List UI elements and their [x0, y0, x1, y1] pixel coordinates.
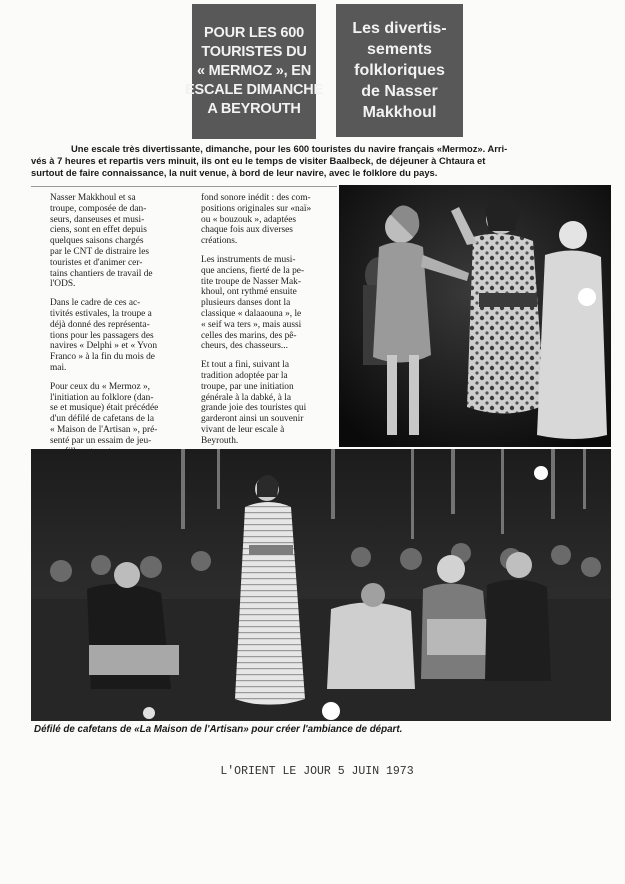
paragraph: [50, 298, 172, 374]
text-line: Nasser Makkhoul et sa: [50, 193, 136, 203]
text-line: grande joie des touristes qui: [201, 403, 307, 414]
headline-right-line: Makkhoul: [362, 104, 437, 121]
text-line: tions pour les passagers des: [50, 330, 154, 341]
text-line: par le CNT de distraire les: [50, 246, 150, 257]
text-line: générale à la dabké, à la: [201, 392, 292, 403]
lede-line: vés à 7 heures et repartis vers minuit, ils ont eu le temps de visiter Baalbeck, de déjeuner à Chtaura et: [31, 155, 486, 166]
text-line: tivités estivales, la troupe a: [50, 308, 152, 319]
text-line: que anciens, fierté de la pe-: [201, 265, 305, 276]
text-line: positions originales sur «naï»: [201, 203, 312, 214]
text-line: l'ODS.: [50, 279, 76, 290]
text-line: cheurs, des chasseurs...: [201, 341, 288, 352]
text-line: tite troupe de Nasser Mak-: [201, 276, 301, 287]
text-line: d'un défilé de cafetans de la: [50, 414, 154, 425]
fashion-show-photo-image: [31, 449, 611, 721]
text-line: Franco » à la fin du mois de: [50, 352, 155, 363]
headline-right-line: folkloriques: [354, 62, 445, 79]
text-line: déjà donné des représenta-: [50, 319, 150, 330]
article-column-1: [50, 193, 172, 465]
text-line: tradition adoptée par la: [201, 370, 288, 381]
photo-caption: Défilé de cafetans de «La Maison de l'Artisan» pour créer l'ambiance de départ.: [34, 724, 403, 735]
text-line: ciens, sont en effet depuis: [50, 225, 147, 236]
text-line: « Maison de l'Artisan », pré-: [50, 424, 158, 435]
text-line: chaque fois aux diverses: [201, 225, 293, 236]
headline-left-line: A BEYROUTH: [207, 101, 301, 117]
dancers-photo: [339, 185, 611, 447]
headline-left-box: [185, 4, 323, 139]
text-line: l'initiation au folklore (dan-: [50, 392, 154, 403]
text-line: troupe, composée de dan-: [50, 203, 147, 214]
text-line: troupe, par une initiation: [201, 381, 294, 392]
text-line: celles des marins, des pê-: [201, 330, 297, 341]
text-line: Les instruments de musi-: [201, 254, 296, 265]
text-line: touristes et d'animer cer-: [50, 257, 143, 268]
column-top-rule: [31, 186, 337, 187]
dancers-photo-image: [339, 185, 611, 447]
text-line: seurs, danseuses et musi-: [50, 214, 145, 225]
text-line: Pour ceux du « Mermoz »,: [50, 381, 150, 392]
headline-left-line: POUR LES 600: [204, 25, 304, 41]
lede-paragraph: [31, 143, 609, 179]
paragraph: [50, 382, 172, 458]
headline-right-line: de Nasser: [361, 83, 438, 100]
text-line: mai.: [50, 362, 67, 373]
text-line: « seif wa ters », mais aussi: [201, 319, 302, 330]
headline-left-line: TOURISTES DU: [201, 44, 307, 60]
paragraph: [201, 255, 339, 352]
text-line: Dans le cadre de ces ac-: [50, 298, 141, 309]
headline-left-line: ESCALE DIMANCHE: [185, 82, 323, 98]
text-line: plusieurs danses dont la: [201, 298, 291, 309]
text-line: Beyrouth.: [201, 435, 239, 446]
headline-left-line: « MERMOZ », EN: [196, 63, 312, 79]
paragraph: [201, 193, 339, 247]
paragraph: [201, 360, 339, 446]
headline-right-line: sements: [367, 41, 432, 58]
article-column-2: [201, 193, 339, 473]
text-line: se et musique) était précédée: [50, 403, 159, 414]
source-stamp: L'ORIENT LE JOUR 5 JUIN 1973: [220, 765, 414, 778]
text-line: quelques saisons chargés: [50, 236, 144, 247]
text-line: garderont ainsi un souvenir: [201, 414, 304, 425]
text-line: navires « Delphi » et « Yvon: [50, 341, 158, 352]
paragraph: [50, 193, 172, 290]
headline-right-line: Les divertis-: [352, 20, 447, 37]
text-line: classique « dalaaouna », le: [201, 308, 302, 319]
text-line: ou « bouzouk », adaptées: [201, 214, 297, 225]
text-line: vivant de leur escale à: [201, 424, 285, 435]
text-line: senté par un essaim de jeu-: [50, 435, 152, 446]
text-line: khoul, ont rythmé ensuite: [201, 287, 297, 298]
text-line: Et tout a fini, suivant la: [201, 360, 290, 371]
text-line: tains chantiers de travail de: [50, 268, 153, 279]
text-line: créations.: [201, 236, 238, 247]
text-line: fond sonore inédit : des com-: [201, 193, 311, 203]
fashion-show-photo: [31, 449, 611, 721]
lede-line: surtout de faire connaissance, la nuit venue, à bord de leur navire, avec le folklore du pays.: [31, 167, 438, 178]
lede-line: Une escale très divertissante, dimanche, pour les 600 touristes du navire français «Mermoz». Arri-: [71, 143, 508, 154]
headline-right-box: [336, 4, 463, 137]
